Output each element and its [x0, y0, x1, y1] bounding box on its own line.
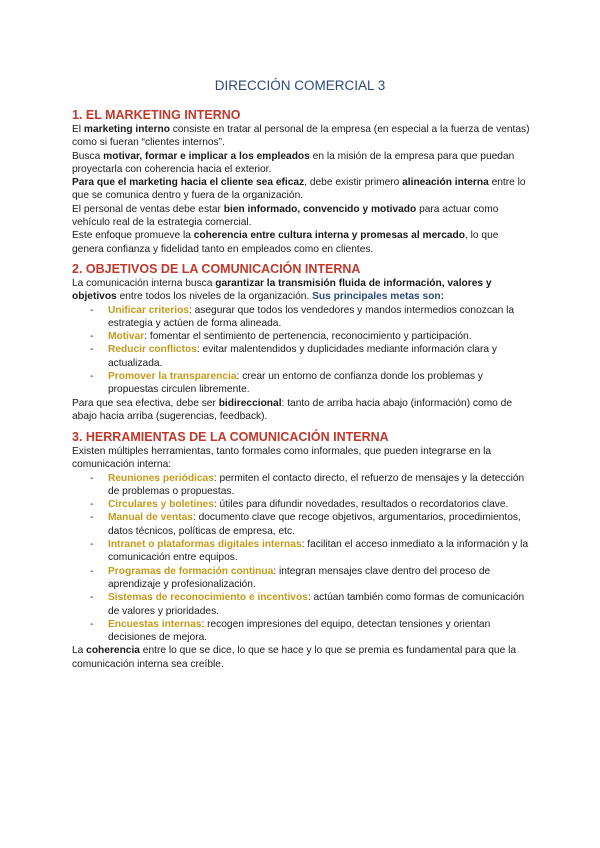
- section-herramientas: [72, 430, 532, 671]
- paragraph: La coherencia entre lo que se dice, lo que se hace y lo que se premia es fundamental para que la comunicación interna sea creíble.: [72, 645, 517, 670]
- objectives-list: [72, 304, 532, 397]
- section-heading: 1. EL MARKETING INTERNO: [72, 108, 241, 122]
- paragraph: La comunicación interna busca garantizar la transmisión fluida de información, valores y objetivos entre todos los niveles de la organización. Sus principales metas son:: [72, 278, 492, 303]
- paragraph: Este enfoque promueve la coherencia entre cultura interna y promesas al mercado, lo que genera confianza y fidelidad tanto en empleados como en clientes.: [72, 230, 499, 255]
- paragraph: Existen múltiples herramientas, tanto formales como informales, que pueden integrarse en la comunicación interna:: [72, 446, 492, 471]
- section-heading: 3. HERRAMIENTAS DE LA COMUNICACIÓN INTERNA: [72, 430, 389, 444]
- section-heading: 2. OBJETIVOS DE LA COMUNICACIÓN INTERNA: [72, 262, 361, 276]
- tools-list: [72, 472, 532, 645]
- list-item: - Manual de ventas: documento clave que recoge objetivos, argumentarios, procedimientos, datos técnicos, políticas de empresa, etc.: [72, 511, 532, 538]
- list-item: - Circulares y boletines: útiles para difundir novedades, resultados o recordatorios clave.: [72, 498, 532, 511]
- paragraph: Busca motivar, formar e implicar a los empleados en la misión de la empresa para que puedan proyectarla con coherencia hacia el exterior.: [72, 150, 515, 175]
- list-item: - Encuestas internas: recogen impresiones del equipo, detectan tensiones y orientan decisiones de mejora.: [72, 618, 532, 645]
- list-item: - Motivar: fomentar el sentimiento de pertenencia, reconocimiento y participación.: [72, 330, 532, 343]
- paragraph: Para que sea efectiva, debe ser bidireccional: tanto de arriba hacia abajo (información) como de abajo hacia arriba (sugerencias, feedback).: [72, 397, 513, 422]
- document-title: DIRECCIÓN COMERCIAL 3: [214, 78, 386, 93]
- list-item: - Unificar criterios: asegurar que todos los vendedores y mandos intermedios conozcan la estrategia y actúen de forma alineada.: [72, 304, 532, 331]
- paragraph: El marketing interno consiste en tratar al personal de la empresa (en especial a la fuerza de ventas) como si fueran “clientes internos”.: [72, 124, 530, 149]
- list-item: - Promover la transparencia: crear un entorno de confianza donde los problemas y propuestas circulen libremente.: [72, 370, 532, 397]
- list-item: - Intranet o plataformas digitales internas: facilitan el acceso inmediato a la información y la comunicación entre equipos.: [72, 538, 532, 565]
- paragraph: El personal de ventas debe estar bien informado, convencido y motivado para actuar como vehículo real de la estrategia comercial.: [72, 203, 499, 229]
- section-objetivos: [72, 262, 532, 423]
- list-item: - Programas de formación continua: integran mensajes clave dentro del proceso de aprendizaje y profesionalización.: [72, 565, 532, 592]
- paragraph: Para que el marketing hacia el cliente sea eficaz, debe existir primero alineación interna entre lo que se comunica dentro y fuera de la organización.: [72, 177, 526, 202]
- list-item: - Reuniones periódicas: permiten el contacto directo, el refuerzo de mensajes y la detección de problemas o propuestas.: [72, 472, 532, 499]
- section-marketing-interno: [72, 108, 532, 256]
- list-item: - Reducir conflictos: evitar malentendidos y duplicidades mediante información clara y actualizada.: [72, 343, 532, 370]
- list-item: - Sistemas de reconocimiento e incentivos: actúan también como formas de comunicación de valores y prioridades.: [72, 591, 532, 618]
